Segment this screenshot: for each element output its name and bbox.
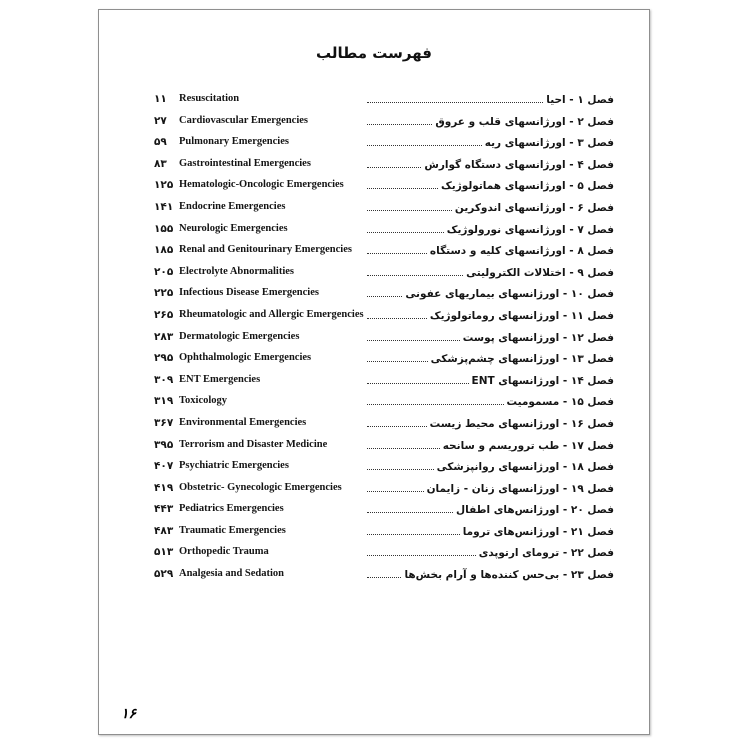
toc-english-title: Dermatologic Emergencies: [179, 330, 300, 342]
toc-english-title: Cardiovascular Emergencies: [179, 114, 308, 126]
toc-persian-entry: [364, 546, 614, 559]
toc-row: [154, 155, 614, 177]
toc-page-number: ۳۱۹: [154, 395, 174, 408]
toc-dot-leader: [367, 136, 482, 146]
toc-dot-leader: [367, 158, 421, 168]
table-of-contents: [154, 90, 614, 587]
toc-english-title: Hematologic-Oncologic Emergencies: [179, 179, 344, 191]
toc-persian-entry: [364, 136, 614, 149]
toc-page-number: ۲۸۳: [154, 330, 174, 343]
toc-dot-leader: [367, 287, 402, 297]
toc-page-number: ۴۸۳: [154, 524, 174, 537]
toc-persian-title: فصل ۱۴ - اورژانسهای ENT: [471, 374, 614, 387]
toc-row: [154, 263, 614, 285]
toc-dot-leader: [367, 93, 543, 103]
toc-page-number: ۴۱۹: [154, 481, 174, 494]
toc-english-title: ENT Emergencies: [179, 373, 261, 385]
toc-english-title: Analgesia and Sedation: [179, 568, 285, 580]
toc-persian-title: فصل ۵ - اورژانسهای هماتولوژیک: [441, 180, 614, 193]
toc-persian-title: فصل ۲۰ - اورژانس‌های اطفال: [456, 504, 614, 517]
toc-persian-title: فصل ۱۷ - طب تروریسم و سانحه: [442, 439, 614, 452]
toc-persian-entry: [364, 352, 614, 365]
toc-row: [154, 328, 614, 350]
toc-dot-leader: [367, 309, 427, 319]
toc-persian-title: فصل ۱۵ - مسمومیت: [506, 396, 614, 409]
toc-page-number: ۲۰۵: [154, 265, 174, 278]
toc-row: [154, 543, 614, 565]
toc-row: [154, 479, 614, 501]
toc-row: [154, 90, 614, 112]
toc-persian-entry: [364, 201, 614, 214]
toc-row: [154, 306, 614, 328]
toc-persian-entry: [364, 93, 614, 106]
toc-dot-leader: [367, 352, 428, 362]
toc-dot-leader: [367, 568, 401, 578]
toc-row: [154, 565, 614, 587]
toc-page-number: ۴۰۷: [154, 460, 174, 473]
toc-english-title: Rheumatologic and Allergic Emergencies: [179, 308, 364, 320]
toc-row: [154, 457, 614, 479]
toc-english-title: Toxicology: [179, 395, 228, 407]
toc-english-title: Ophthalmologic Emergencies: [179, 352, 312, 364]
toc-persian-entry: [364, 244, 614, 257]
toc-persian-entry: [364, 374, 614, 387]
toc-english-title: Pediatrics Emergencies: [179, 503, 284, 515]
toc-persian-entry: [364, 395, 614, 408]
toc-persian-title: فصل ۲۳ - بی‌حس کننده‌ها و آرام بخش‌ها: [404, 569, 614, 582]
toc-persian-entry: [364, 331, 614, 344]
toc-row: [154, 112, 614, 134]
toc-persian-title: فصل ۲۲ - ترومای ارتوپدی: [478, 547, 614, 560]
toc-page-number: ۲۷: [154, 114, 167, 127]
toc-row: [154, 220, 614, 242]
toc-row: [154, 349, 614, 371]
toc-persian-title: فصل ۱۳ - اورژانسهای چشم‌پزشکی: [430, 353, 614, 366]
toc-persian-entry: [364, 287, 614, 300]
toc-persian-title: فصل ۱۱ - اورژانسهای روماتولوژیک: [429, 309, 614, 322]
toc-dot-leader: [367, 223, 444, 233]
toc-persian-entry: [364, 482, 614, 495]
toc-dot-leader: [367, 460, 434, 470]
toc-persian-title: فصل ۱۲ - اورژانسهای پوست: [462, 331, 614, 344]
toc-persian-title: فصل ۹ - اختلالات الکترولیتی: [466, 266, 614, 279]
toc-persian-entry: [364, 266, 614, 279]
toc-page-number: ۵۱۳: [154, 546, 174, 559]
toc-dot-leader: [367, 417, 427, 427]
toc-english-title: Resuscitation: [179, 93, 240, 104]
toc-english-title: Orthopedic Trauma: [179, 546, 269, 558]
toc-persian-title: فصل ۲۱ - اورژانس‌های تروما: [462, 525, 614, 538]
toc-persian-entry: [364, 115, 614, 128]
toc-english-title: Infectious Disease Emergencies: [179, 287, 319, 299]
toc-page-number: ۱۱: [154, 93, 167, 105]
page-title: فهرست مطالب: [316, 44, 432, 62]
toc-english-title: Traumatic Emergencies: [179, 524, 286, 536]
toc-row: [154, 436, 614, 458]
toc-row: [154, 500, 614, 522]
toc-persian-entry: [364, 309, 614, 322]
toc-page-number: ۴۴۳: [154, 503, 174, 516]
toc-persian-title: فصل ۱ - احیا: [546, 94, 614, 106]
toc-page-number: ۱۵۵: [154, 222, 174, 235]
toc-page-number: ۳۰۹: [154, 373, 174, 386]
toc-persian-title: فصل ۱۰ - اورژانسهای بیماریهای عفونی: [405, 288, 614, 301]
toc-row: [154, 241, 614, 263]
toc-dot-leader: [367, 374, 469, 384]
toc-english-title: Endocrine Emergencies: [179, 200, 286, 212]
toc-english-title: Neurologic Emergencies: [179, 222, 288, 234]
toc-dot-leader: [367, 266, 463, 276]
toc-dot-leader: [367, 482, 424, 492]
page-number: ۱۶: [121, 706, 137, 722]
toc-row: [154, 198, 614, 220]
toc-persian-title: فصل ۸ - اورژانسهای کلیه و دستگاه: [429, 245, 614, 258]
toc-page-number: ۱۸۵: [154, 244, 174, 257]
toc-persian-title: فصل ۱۸ - اورژانسهای روانپزشکی: [436, 461, 614, 474]
toc-persian-title: فصل ۳ - اورژانسهای ریه: [484, 137, 614, 150]
toc-english-title: Renal and Genitourinary Emergencies: [179, 244, 352, 256]
toc-persian-entry: [364, 158, 614, 171]
toc-dot-leader: [367, 525, 460, 535]
toc-persian-entry: [364, 179, 614, 192]
toc-page-number: ۳۹۵: [154, 438, 174, 451]
toc-row: [154, 392, 614, 414]
toc-dot-leader: [367, 244, 427, 254]
toc-page-number: ۳۶۷: [154, 416, 174, 429]
toc-english-title: Gastrointestinal Emergencies: [179, 157, 311, 169]
toc-persian-entry: [364, 417, 614, 430]
toc-row: [154, 414, 614, 436]
toc-english-title: Electrolyte Abnormalities: [179, 265, 294, 277]
toc-persian-title: فصل ۴ - اورژانسهای دستگاه گوارش: [424, 158, 614, 171]
toc-persian-entry: [364, 460, 614, 473]
toc-row: [154, 284, 614, 306]
toc-persian-entry: [364, 439, 614, 452]
toc-dot-leader: [367, 179, 438, 189]
toc-row: [154, 133, 614, 155]
toc-page-number: ۱۴۱: [154, 200, 174, 213]
toc-dot-leader: [367, 331, 460, 341]
toc-dot-leader: [367, 503, 453, 513]
toc-dot-leader: [367, 439, 440, 449]
toc-english-title: Psychiatric Emergencies: [179, 460, 289, 472]
toc-persian-entry: [364, 223, 614, 236]
toc-page-number: ۵۲۹: [154, 568, 174, 581]
toc-page-number: ۲۹۵: [154, 352, 174, 365]
toc-row: [154, 522, 614, 544]
toc-page-number: ۱۲۵: [154, 179, 174, 192]
toc-persian-title: فصل ۱۹ - اورژانسهای زنان - زایمان: [426, 482, 614, 495]
toc-row: [154, 176, 614, 198]
document-page: [98, 9, 650, 735]
toc-persian-title: فصل ۲ - اورژانسهای قلب و عروق: [435, 115, 614, 128]
toc-dot-leader: [367, 546, 476, 556]
toc-row: [154, 371, 614, 393]
toc-page-number: ۸۳: [154, 157, 167, 170]
toc-english-title: Terrorism and Disaster Medicine: [179, 438, 328, 450]
toc-persian-entry: [364, 525, 614, 538]
toc-persian-title: فصل ۱۶ - اورژانسهای محیط زیست: [429, 417, 614, 430]
toc-english-title: Obstetric- Gynecologic Emergencies: [179, 481, 342, 493]
toc-persian-entry: [364, 503, 614, 516]
toc-page-number: ۲۶۵: [154, 308, 174, 321]
toc-dot-leader: [367, 395, 504, 405]
toc-english-title: Pulmonary Emergencies: [179, 136, 289, 148]
toc-persian-entry: [364, 568, 614, 581]
toc-page-number: ۲۲۵: [154, 287, 174, 300]
toc-persian-title: فصل ۷ - اورژانسهای نورولوژیک: [446, 223, 614, 236]
toc-page-number: ۵۹: [154, 136, 167, 149]
toc-persian-title: فصل ۶ - اورژانسهای اندوکرین: [454, 201, 614, 214]
toc-dot-leader: [367, 115, 432, 125]
toc-english-title: Environmental Emergencies: [179, 416, 307, 428]
toc-dot-leader: [367, 201, 452, 211]
